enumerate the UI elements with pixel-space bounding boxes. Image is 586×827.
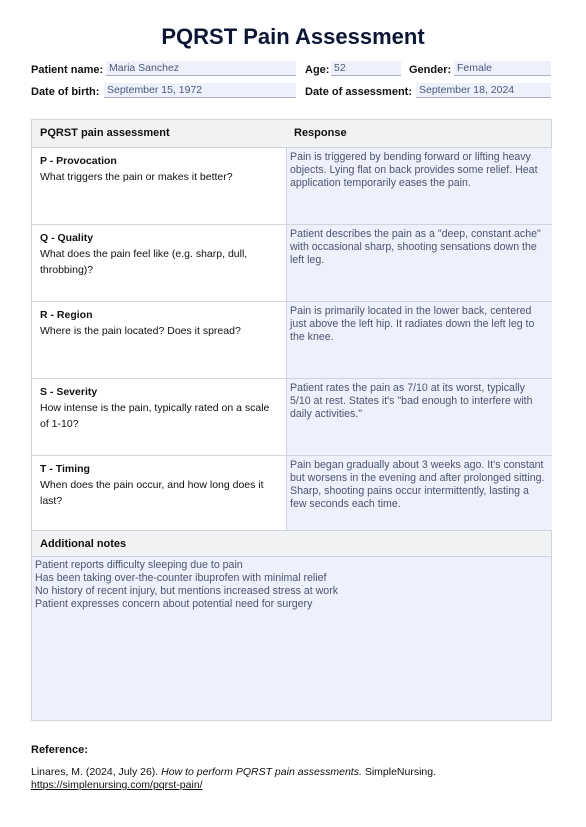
citation-title: How to perform PQRST pain assessments. xyxy=(161,766,362,778)
response-field-quality[interactable]: Patient describes the pain as a "deep, constant ache" with occasional sharp, shooting sensations down the left leg. xyxy=(286,224,552,301)
row-title: R - Region xyxy=(40,309,93,321)
page-title: PQRST Pain Assessment xyxy=(161,24,425,49)
additional-notes-header: Additional notes xyxy=(32,530,551,556)
gender-field[interactable]: Female xyxy=(454,61,551,76)
note-line: Patient reports difficulty sleeping due to pain xyxy=(35,559,243,571)
note-line: Has been taking over-the-counter ibuprofen with minimal relief xyxy=(35,572,327,584)
row-title: S - Severity xyxy=(40,386,98,398)
question-cell-provocation xyxy=(32,147,286,224)
question-cell-quality xyxy=(32,224,286,301)
row-question: Where is the pain located? Does it spread? xyxy=(40,325,241,337)
response-field-timing[interactable]: Pain began gradually about 3 weeks ago. It's constant but worsens in the evening and after prolonged sitting. Sharp, shooting pains occur intermittently, lasting a few seconds each time. xyxy=(286,455,552,530)
additional-notes-field[interactable] xyxy=(32,556,551,720)
citation-author: Linares, M. (2024, July 26). xyxy=(31,766,162,778)
dob-field[interactable]: September 15, 1972 xyxy=(104,83,296,98)
reference-citation xyxy=(31,766,436,792)
row-question: How intense is the pain, typically rated on a scale of 1-10? xyxy=(40,402,270,430)
row-question: What does the pain feel like (e.g. sharp, dull, throbbing)? xyxy=(40,248,248,276)
row-title: P - Provocation xyxy=(40,155,117,167)
response-field-region[interactable]: Pain is primarily located in the lower back, centered just above the left hip. It radiates down the left leg to the knee. xyxy=(286,301,552,378)
dob-label: Date of birth: xyxy=(31,86,100,98)
question-cell-severity xyxy=(32,378,286,455)
note-line: No history of recent injury, but mentions increased stress at work xyxy=(35,585,339,597)
age-field[interactable]: 52 xyxy=(331,61,401,76)
patient-name-label: Patient name: xyxy=(31,64,104,76)
column-header-response: Response xyxy=(286,120,551,147)
doa-label: Date of assessment: xyxy=(305,86,412,98)
note-line: Patient expresses concern about potential need for surgery xyxy=(35,598,313,610)
question-cell-region xyxy=(32,301,286,378)
row-question: What triggers the pain or makes it better? xyxy=(40,171,233,183)
citation-publisher: SimpleNursing. xyxy=(361,766,437,778)
row-title: T - Timing xyxy=(40,463,90,475)
response-field-provocation[interactable]: Pain is triggered by bending forward or lifting heavy objects. Lying flat on back provides some relief. Heat application temporarily eases the pain. xyxy=(286,147,552,224)
row-question: When does the pain occur, and how long does it last? xyxy=(40,479,264,507)
column-header-assessment: PQRST pain assessment xyxy=(32,120,286,147)
row-title: Q - Quality xyxy=(40,232,94,244)
reference-link[interactable]: https://simplenursing.com/pqrst-pain/ xyxy=(31,779,203,791)
age-label: Age: xyxy=(305,64,330,76)
pqrst-table xyxy=(31,119,552,721)
question-cell-timing xyxy=(32,455,286,530)
reference-heading: Reference: xyxy=(31,744,88,756)
gender-label: Gender: xyxy=(409,64,452,76)
response-field-severity[interactable]: Patient rates the pain as 7/10 at its worst, typically 5/10 at rest. States it's "bad enough to interfere with daily activities." xyxy=(286,378,552,455)
patient-name-field[interactable]: Maria Sanchez xyxy=(106,61,296,76)
doa-field[interactable]: September 18, 2024 xyxy=(416,83,551,98)
